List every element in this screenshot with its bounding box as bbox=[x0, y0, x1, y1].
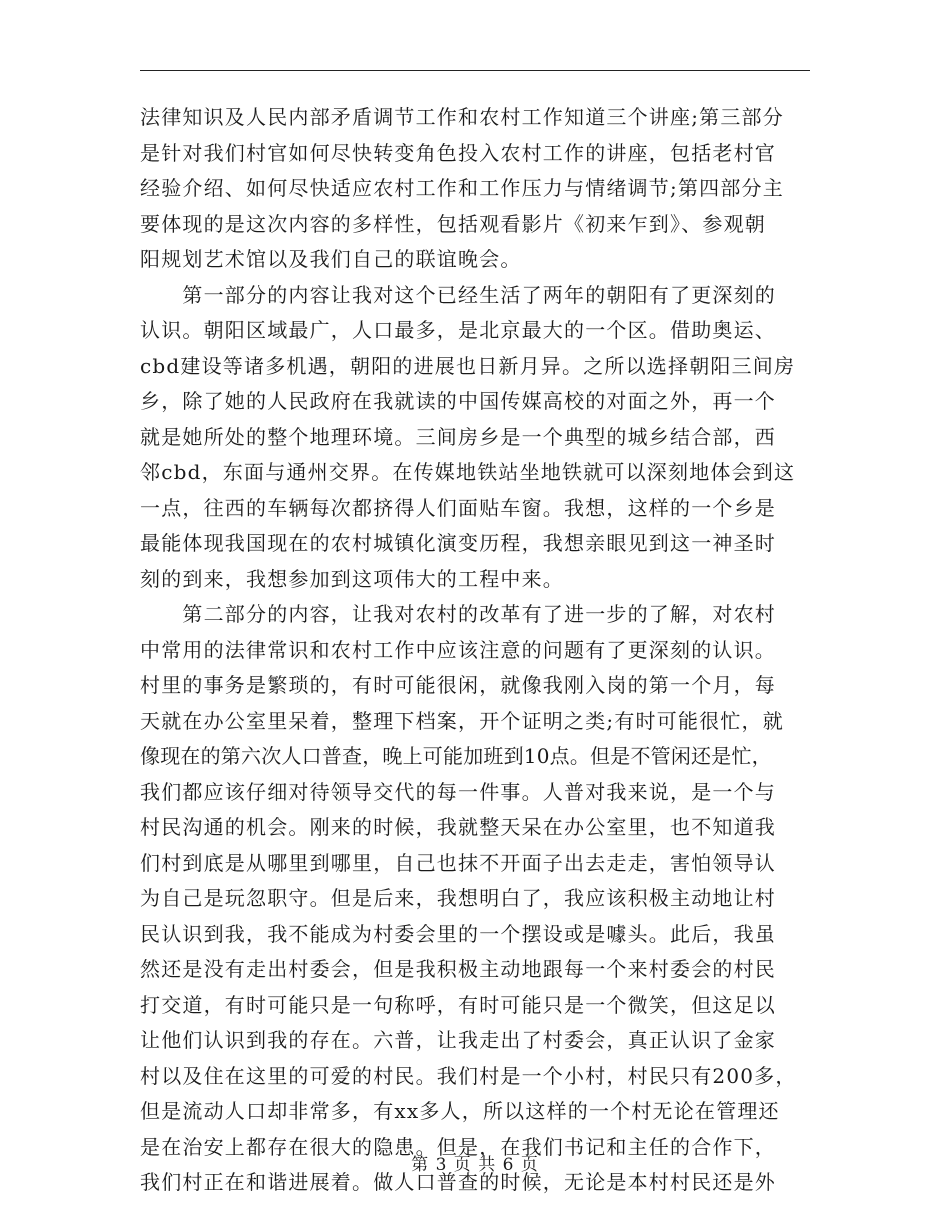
text-line: 然还是没有走出村委会，但是我积极主动地跟每一个来村委会的村民 bbox=[140, 957, 776, 981]
text-line: 邻cbd，东面与通州交界。在传媒地铁站坐地铁就可以深刻地体会到这 bbox=[140, 460, 796, 484]
text-line: 乡，除了她的人民政府在我就读的中国传媒高校的对面之外，再一个 bbox=[140, 389, 776, 413]
text-line: 我们村正在和谐进展着。做人口普查的时候，无论是本村村民还是外 bbox=[140, 1170, 776, 1194]
text-line: 天就在办公室里呆着，整理下档案，开个证明之类;有时可能很忙，就 bbox=[140, 708, 784, 733]
page-number-footer: 第 3 页 共 6 页 bbox=[411, 1155, 539, 1175]
text-line: 是在治安上都存在很大的隐患。但是，在我们书记和主任的合作下， bbox=[140, 1134, 776, 1159]
text-line: 第一部分的内容让我对这个已经生活了两年的朝阳有了更深刻的 bbox=[140, 282, 776, 307]
text-line: 第二部分的内容，让我对农村的改革有了进一步的了解，对农村 bbox=[140, 602, 776, 626]
text-line: 民认识到我，我不能成为村委会里的一个摆设或是噱头。此后，我虽 bbox=[140, 921, 776, 946]
text-line: 但是流动人口却非常多，有xx多人，所以这样的一个村无论在管理还 bbox=[140, 1099, 780, 1123]
text-line: 一点，往西的车辆每次都挤得人们面贴车窗。我想，这样的一个乡是 bbox=[140, 495, 776, 520]
text-line: 打交道，有时可能只是一句称呼，有时可能只是一个微笑，但这足以 bbox=[140, 992, 776, 1017]
text-line: 像现在的第六次人口普查，晚上可能加班到10点。但是不管闲还是忙， bbox=[140, 744, 772, 768]
text-line: 村以及住在这里的可爱的村民。我们村是一个小村，村民只有200多， bbox=[140, 1063, 797, 1088]
text-line: 刻的到来，我想参加到这项伟大的工程中来。 bbox=[140, 566, 564, 591]
header-rule bbox=[140, 70, 810, 71]
text-line: 村民沟通的机会。刚来的时候，我就整天呆在办公室里，也不知道我 bbox=[140, 815, 776, 839]
text-line: 我们都应该仔细对待领导交代的每一件事。人普对我来说，是一个与 bbox=[140, 779, 776, 804]
text-line: cbd建设等诸多机遇，朝阳的进展也日新月异。之所以选择朝阳三间房 bbox=[140, 353, 796, 378]
text-line: 就是她所处的整个地理环境。三间房乡是一个典型的城乡结合部，西 bbox=[140, 424, 776, 449]
text-line: 经验介绍、如何尽快适应农村工作和工作压力与情绪调节;第四部分主 bbox=[140, 176, 784, 200]
text-line: 法律知识及人民内部矛盾调节工作和农村工作知道三个讲座;第三部分 bbox=[140, 105, 784, 129]
text-line: 是针对我们村官如何尽快转变角色投入农村工作的讲座，包括老村官 bbox=[140, 140, 776, 165]
text-line: 们村到底是从哪里到哪里，自己也抹不开面子出去走走，害怕领导认 bbox=[140, 850, 776, 875]
text-line: 村里的事务是繁琐的，有时可能很闲，就像我刚入岗的第一个月，每 bbox=[140, 673, 776, 697]
text-line: 为自己是玩忽职守。但是后来，我想明白了，我应该积极主动地让村 bbox=[140, 886, 776, 910]
text-line: 让他们认识到我的存在。六普，让我走出了村委会，真正认识了金家 bbox=[140, 1028, 776, 1052]
text-line: 中常用的法律常识和农村工作中应该注意的问题有了更深刻的认识。 bbox=[140, 637, 776, 662]
text-line: 阳规划艺术馆以及我们自己的联谊晚会。 bbox=[140, 247, 522, 271]
text-line: 最能体现我国现在的农村城镇化演变历程，我想亲眼见到这一神圣时 bbox=[140, 531, 776, 555]
text-line: 要体现的是这次内容的多样性，包括观看影片《初来乍到》、参观朝 bbox=[140, 211, 766, 236]
text-line: 认识。朝阳区域最广，人口最多，是北京最大的一个区。借助奥运、 bbox=[140, 318, 776, 342]
body-text bbox=[140, 100, 810, 1201]
